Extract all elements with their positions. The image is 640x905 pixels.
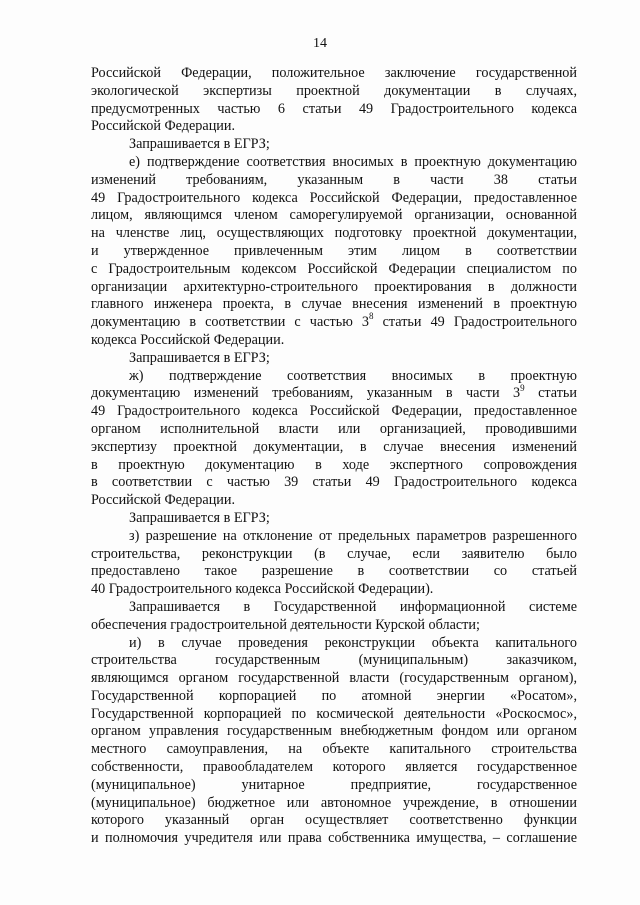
text-line-content: и утвержденное привлеченным этим лицом в соответствии bbox=[91, 242, 577, 259]
text-line-content: Государственной корпорацией по атомной энергии «Росатом», bbox=[91, 687, 577, 704]
text-line-content: е) подтверждение соответствия вносимых в проектную документацию bbox=[129, 153, 577, 170]
text-line-content: 49 Градостроительного кодекса Российской Федерации, предоставленное bbox=[91, 403, 577, 420]
text-line-content: предусмотренных частью 6 статьи 49 Градостроительного кодекса bbox=[91, 100, 577, 117]
text-line-content: 40 Градостроительного кодекса Российской Федерации). bbox=[91, 581, 434, 598]
text-line-content: Запрашивается в Государственной информационной системе bbox=[129, 598, 577, 615]
text-line bbox=[91, 421, 577, 439]
text-line bbox=[91, 279, 577, 297]
text-line-content: экспертизу проектной документации, в случае внесения изменений bbox=[91, 438, 577, 455]
text-line bbox=[91, 261, 577, 279]
text-line-content: изменений требованиям, указанным в части 38 статьи bbox=[91, 171, 577, 188]
text-line bbox=[91, 741, 577, 759]
text-line-content: местного самоуправления, на объекте капитального строительства bbox=[91, 741, 577, 758]
body-text bbox=[91, 65, 577, 848]
text-line-content: в проектную документацию в ходе экспертного сопровождения bbox=[91, 456, 577, 473]
text-line bbox=[91, 368, 577, 386]
text-line-content: Российской Федерации, положительное заключение государственной bbox=[91, 65, 577, 81]
text-line bbox=[91, 635, 577, 653]
superscript: 9 bbox=[520, 382, 525, 393]
text-line-content: Государственной корпорацией по космической деятельности «Роскосмос», bbox=[91, 705, 577, 722]
text-line-content: являющимся органом государственной власти (государственным органом), bbox=[91, 670, 577, 687]
text-line bbox=[91, 812, 577, 830]
text-line-content: Российской Федерации. bbox=[91, 118, 236, 135]
text-line-content: собственности, правообладателем которого является государственное bbox=[91, 759, 577, 776]
text-line-content: обеспечения градостроительной деятельности Курской области; bbox=[91, 616, 480, 633]
text-line bbox=[91, 777, 577, 795]
page-number: 14 bbox=[313, 36, 327, 51]
text-line bbox=[91, 688, 577, 706]
text-line bbox=[91, 154, 577, 172]
text-line bbox=[91, 546, 577, 564]
text-line-content: организации архитектурно-строительного проектирования в должности bbox=[91, 278, 577, 295]
text-line bbox=[91, 759, 577, 777]
text-line-content: Запрашивается в ЕГРЗ; bbox=[129, 349, 270, 366]
text-line bbox=[91, 795, 577, 813]
text-line bbox=[91, 311, 577, 332]
text-line-content: органом управления государственным внебюджетным фондом или органом bbox=[91, 723, 577, 740]
text-line bbox=[91, 599, 577, 617]
superscript: 8 bbox=[369, 311, 374, 322]
text-line bbox=[91, 118, 577, 136]
text-line-content: органом исполнительной власти или организацией, проводившими bbox=[91, 420, 577, 437]
text-line bbox=[91, 528, 577, 546]
text-line bbox=[91, 243, 577, 261]
text-line bbox=[91, 296, 577, 314]
text-line-content: ж) подтверждение соответствия вносимых в проектную bbox=[129, 367, 577, 384]
text-line bbox=[91, 225, 577, 243]
text-line bbox=[91, 563, 577, 581]
text-line bbox=[91, 350, 577, 368]
text-line-content: в соответствии с частью 39 статьи 49 Градостроительного кодекса bbox=[91, 474, 577, 491]
text-line-content: лицом, являющимся членом саморегулируемой организации, основанной bbox=[91, 207, 577, 224]
text-line-content: з) разрешение на отклонение от предельных параметров разрешенного bbox=[129, 527, 577, 544]
text-line bbox=[91, 382, 577, 403]
text-line bbox=[91, 457, 577, 475]
text-line-content: кодекса Российской Федерации. bbox=[91, 331, 285, 348]
text-line bbox=[91, 172, 577, 190]
text-line-content: строительства, реконструкции (в случае, если заявителю было bbox=[91, 545, 577, 562]
text-line-content: на членстве лиц, осуществляющих подготовку проектной документации, bbox=[91, 225, 577, 242]
text-line bbox=[91, 332, 577, 350]
text-line-content: статьи bbox=[524, 385, 577, 402]
text-line-content: (муниципальное) унитарное предприятие, государственное bbox=[91, 776, 577, 793]
text-line bbox=[91, 474, 577, 492]
text-line-content: Запрашивается в ЕГРЗ; bbox=[129, 136, 270, 153]
text-line-content: предоставлено такое разрешение в соответствии со статьей bbox=[91, 563, 577, 580]
text-line bbox=[91, 190, 577, 208]
text-line-content: которого указанный орган осуществляет соответственно функции bbox=[91, 812, 577, 829]
text-line bbox=[91, 652, 577, 670]
text-line bbox=[91, 723, 577, 741]
text-line bbox=[91, 581, 577, 599]
text-line-content: документацию изменений требованиям, указанным в части 3 bbox=[91, 385, 521, 402]
text-line-content: Запрашивается в ЕГРЗ; bbox=[129, 509, 270, 526]
text-line bbox=[91, 136, 577, 154]
text-line bbox=[91, 101, 577, 119]
text-line-content: и полномочия учредителя или права собственника имущества, – соглашение bbox=[91, 830, 577, 847]
text-line bbox=[91, 439, 577, 457]
text-line bbox=[91, 617, 577, 635]
text-line bbox=[91, 65, 577, 83]
text-line bbox=[91, 706, 577, 724]
text-line-content: экологической экспертизы проектной документации в случаях, bbox=[91, 82, 577, 99]
text-line bbox=[91, 510, 577, 528]
text-line-content: Российской Федерации. bbox=[91, 492, 236, 509]
text-line bbox=[91, 83, 577, 101]
text-line-content: с Градостроительным кодексом Российской Федерации специалистом по bbox=[91, 260, 577, 277]
text-line-content: статьи 49 Градостроительного bbox=[373, 314, 577, 331]
text-line bbox=[91, 207, 577, 225]
text-line bbox=[91, 403, 577, 421]
text-line-content: строительства государственным (муниципальным) заказчиком, bbox=[91, 652, 577, 669]
text-line-content: 49 Градостроительного кодекса Российской Федерации, предоставленное bbox=[91, 189, 577, 206]
text-line bbox=[91, 830, 577, 848]
text-line bbox=[91, 492, 577, 510]
text-line-content: главного инженера проекта, в случае внесения изменений в проектную bbox=[91, 296, 577, 313]
text-line-content: (муниципальное) бюджетное или автономное учреждение, в отношении bbox=[91, 794, 577, 811]
text-line bbox=[91, 670, 577, 688]
text-line-content: документацию в соответствии с частью 3 bbox=[91, 314, 370, 331]
text-line-content: и) в случае проведения реконструкции объекта капитального bbox=[129, 634, 577, 651]
